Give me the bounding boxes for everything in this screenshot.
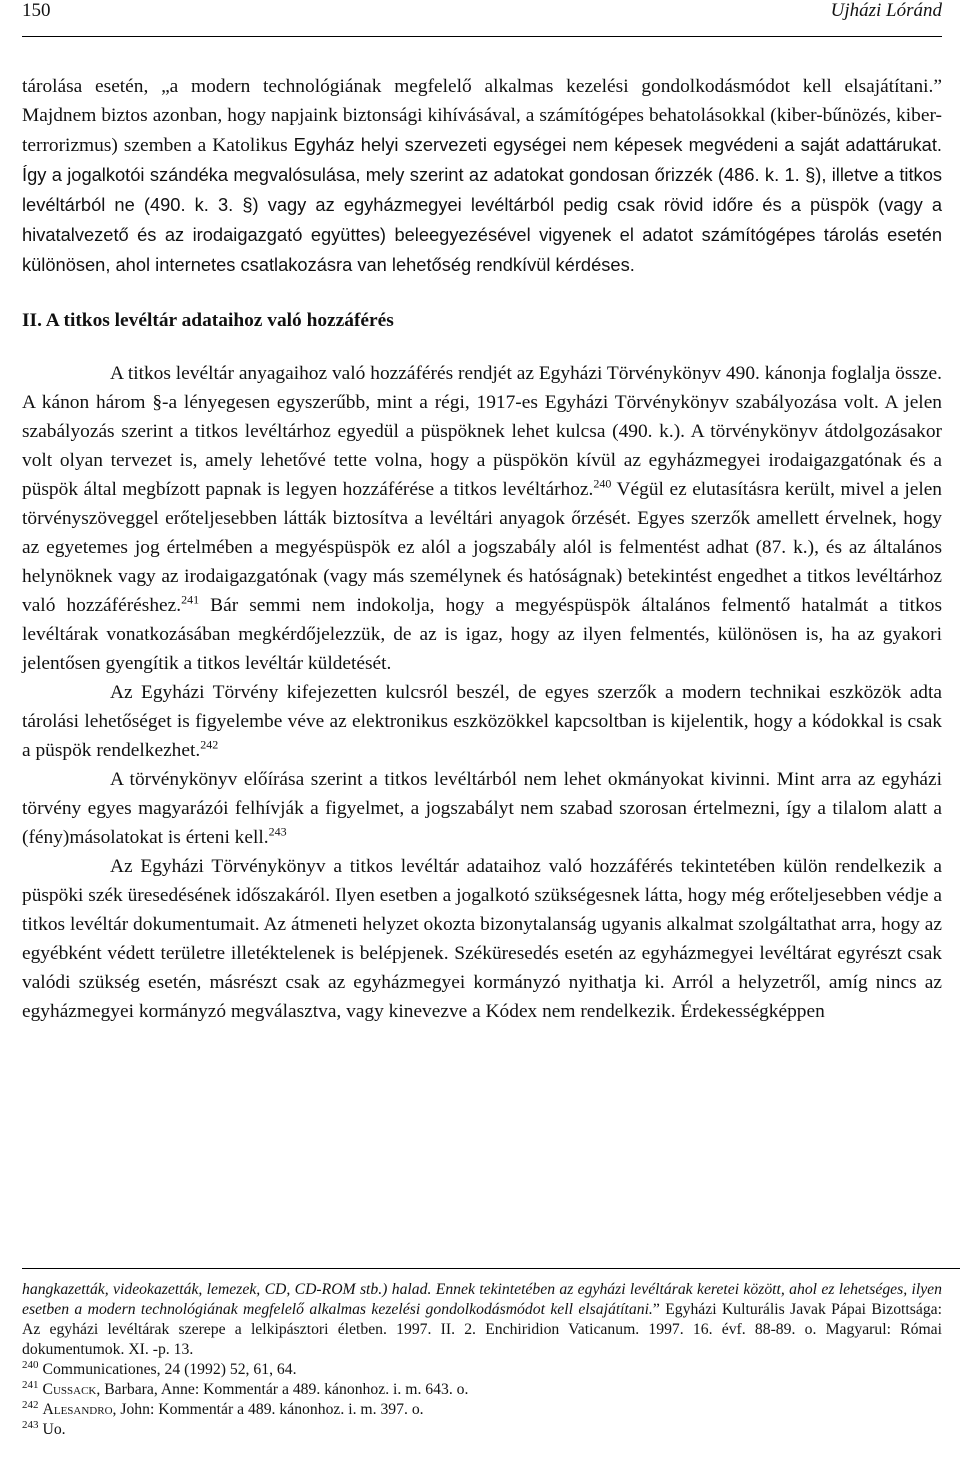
footnote-author-smallcaps: ussack <box>52 1381 97 1398</box>
footnote-text-italic: hangkazetták, videokazetták, lemezek, CD, CD-ROM stb.) halad. Ennek tekintetében az egyházi levéltárak keretei között, ahol ez lehetséges, ilyen esetben a modern technológiának megfelelő alkalmas kezelési gondolkodásmódot kell elsajátítani. <box>22 1281 942 1318</box>
footnotes <box>22 1280 942 1440</box>
paragraph <box>22 765 942 852</box>
paragraph <box>22 852 942 1026</box>
paragraph-text: A titkos levéltár anyagaihoz való hozzáférés rendjét az Egyházi Törvénykönyv 490. kánonja foglalja össze. A kánon három §-a lényegesen egyszerűbb, mint a régi, 1917-es Egyházi Törvénykönyv szabályozása volt. A jelen szabályozás szerint a titkos levéltárhoz egyedül a püspöknek lehet kulcsa (490. k.). A törvénykönyv átdolgozásakor volt olyan tervezet is, amely lehetővé tette volna, hogy a püspökön kívül az egyházmegyei irodaigazgatónak és a püspök által megbízott papnak is legyen hozzáférése a titkos levéltárhoz. <box>22 363 942 500</box>
footnote-ref[interactable]: 241 <box>181 592 200 607</box>
footnote-text: Communicationes, 24 (1992) 52, 61, 64. <box>42 1361 297 1378</box>
paragraph-text: tárolása esetén, „a modern technológiának megfelelő alkalmas kezelési gondolkodásmódot kell elsajátítani.” Majdnem biztos azonban, hogy napjaink biztonsági kihívásával, a számítógépes behatolásokkal (kiber-bűnözés, kiber-terrorizmus) szemben a Katolikus <box>22 76 942 156</box>
footnote-author-initial: A <box>42 1401 54 1418</box>
body-text <box>22 72 942 1026</box>
footnote-item <box>22 1400 942 1420</box>
footnote-item <box>22 1380 942 1400</box>
footnote-author-smallcaps: lesandro <box>53 1401 113 1418</box>
footnote-number: 240 <box>22 1358 39 1371</box>
paragraph <box>22 359 942 678</box>
footnote-item <box>22 1360 942 1380</box>
paragraph-text: Az Egyházi Törvény kifejezetten kulcsról beszél, de egyes szerzők a modern technikai eszközök adta tárolási lehetőséget is figyelembe véve az elektronikus eszközökkel kapcsoltban is kijelentik, hogy a kódokkal is csak a püspök rendelkezhet. <box>22 682 942 761</box>
paragraph <box>22 678 942 765</box>
page-header <box>22 0 942 37</box>
footnote-ref[interactable]: 242 <box>200 737 219 752</box>
footnote-text: ” Egyházi Kulturális Javak Pápai Bizottsága: Az egyházi levéltárak szerepe a lelkipásztori életben. 1997. II. 2. Enchiridion Vaticanum. 1997. 16. évf. 88-89. o. Magyarul: Római dokumentumok. XI. -p. 13. <box>22 1301 942 1358</box>
paragraph-text: Az Egyházi Törvénykönyv a titkos levéltár adataihoz való hozzáférés tekintetében külön rendelkezik a püspöki szék üresedésének időszakáról. Ilyen esetben a jogalkotó szükségesnek látta, hogy még erőteljesebben védje a titkos levéltár dokumentumait. Az átmeneti helyzet okozta bizonytalanság ugyanis alkalmat szolgáltathat arra, hogy az egyébként védett területre illetéktelenek is belépjenek. Széküresedés esetén az egyházmegyei levéltárat egyrészt csak valódi szükség esetén, másrészt csak az egyházmegyei kormányzó nyithatja ki. Arról a helyzetről, amíg nincs az egyházmegyei kormányzó megválasztva, vagy kinevezve a Kódex nem rendelkezik. Érdekességképpen <box>22 856 942 1022</box>
footnote-ref[interactable]: 243 <box>268 824 287 839</box>
footnote-text: , John: Kommentár a 489. kánonhoz. i. m. 397. o. <box>112 1401 424 1418</box>
footnote-number: 242 <box>22 1398 39 1411</box>
paragraph <box>22 72 942 280</box>
paragraph-text-sans: Egyház helyi szervezeti egységei nem képesek megvédeni a saját adattárukat. Így a jogalkotói szándéka megvalósulása, mely szerint az adatokat gondosan őrizzék (486. k. 1. §), illetve a titkos levéltárból ne (490. k. 3. §) vagy az egyházmegyei levéltárból pedig csak rövid időre és a püspök (vagy a hivatalvezető és az irodaigazgató együttes) beleegyezésével vigyenek el adatot számítógépes tárolás esetén különösen, ahol internetes csatlakozásra van lehetőség rendkívül kérdéses. <box>22 134 942 275</box>
footnote-number: 243 <box>22 1418 39 1431</box>
footnote-author-initial: C <box>42 1381 53 1398</box>
footnote-divider <box>22 1268 960 1269</box>
footnote-number: 241 <box>22 1378 39 1391</box>
footnote-text: Uo. <box>42 1421 66 1438</box>
running-head-author: Ujházi Lóránd <box>830 0 942 21</box>
paragraph-text: Végül ez elutasításra került, mivel a jelen törvényszöveggel erőteljesebben látták biztosítva a levéltári anyagok őrzését. Egyes szerzők amellett érvelnek, hogy az egyetemes jog értelmében a megyéspüspök ez alól a jogszabály alól is felmentést adhat (87. k.), és az általános helynöknek vagy az irodaigazgatónak (vagy más személynek és hatóságnak) betekintést engedhet a titkos levéltárhoz való hozzáféréshez. <box>22 479 943 616</box>
footnote-ref[interactable]: 240 <box>593 476 612 491</box>
page-number: 150 <box>22 0 51 21</box>
footnote-item <box>22 1420 942 1440</box>
footnote-continuation <box>22 1280 942 1360</box>
section-heading: II. A titkos levéltár adataihoz való hozzáférés <box>22 310 394 331</box>
footnote-text: , Barbara, Anne: Kommentár a 489. kánonhoz. i. m. 643. o. <box>96 1381 469 1398</box>
paragraph-text: A törvénykönyv előírása szerint a titkos levéltárból nem lehet okmányokat kivinni. Mint arra az egyházi törvény egyes magyarázói felhívják a figyelmet, a jogszabályt nem szabad szorosan értelmezni, így a tilalom alatt a (fény)másolatokat is érteni kell. <box>22 769 942 848</box>
paragraph-text: Bár semmi nem indokolja, hogy a megyéspüspök általános felmentő hatalmát a titkos levéltárak vonatkozásában megkérdőjelezzük, de az is igaz, hogy az ilyen felmentés, különösen is, ha az gyakori jelentősen gyengítik a titkos levéltár küldetését. <box>22 595 942 674</box>
